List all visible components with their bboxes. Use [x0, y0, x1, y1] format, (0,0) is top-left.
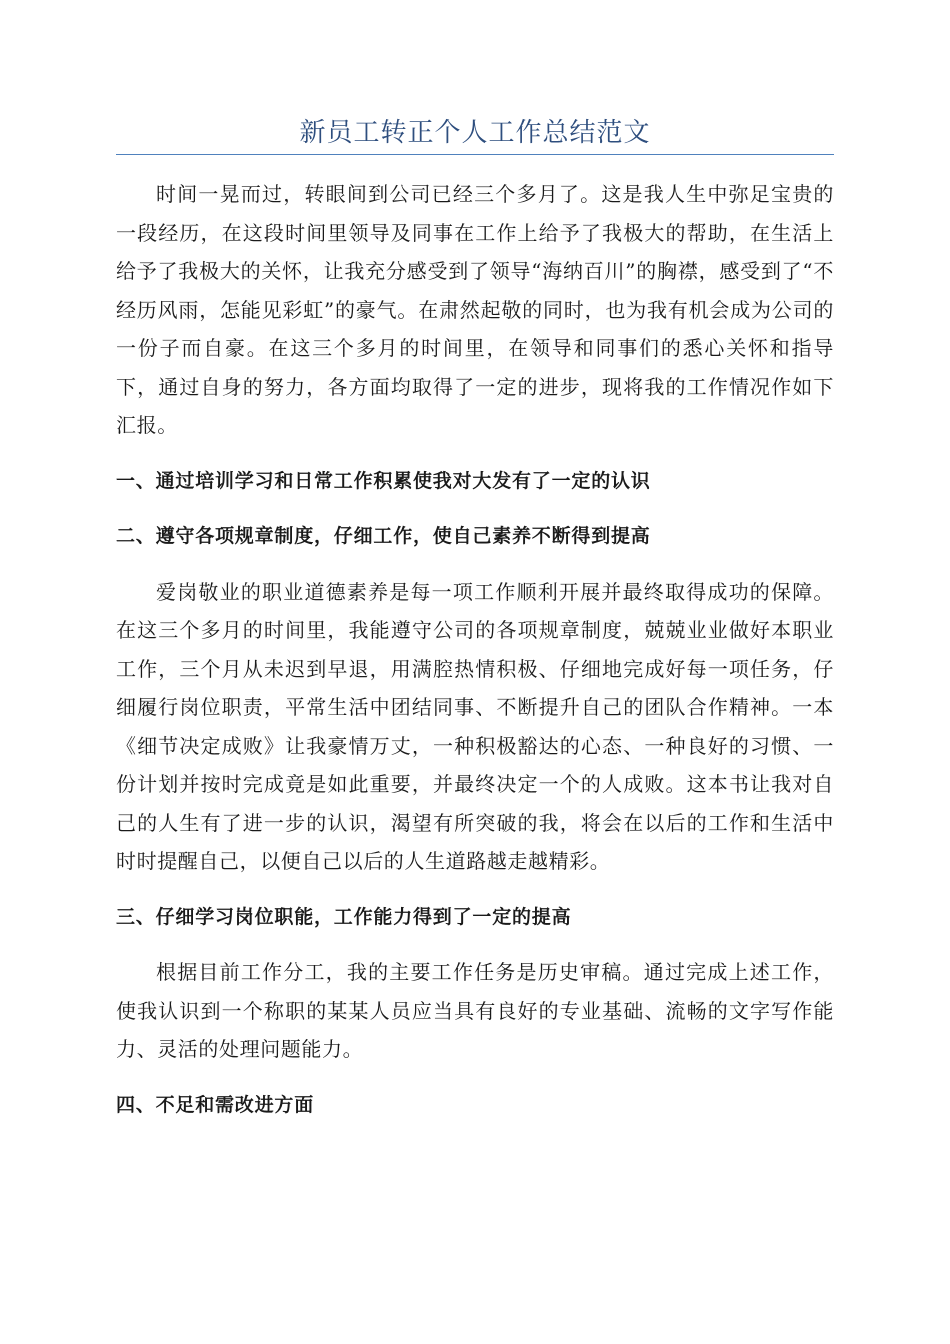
section-heading-3: 三、仔细学习岗位职能，工作能力得到了一定的提高 — [116, 905, 572, 928]
document-title: 新员工转正个人工作总结范文 — [299, 118, 651, 148]
section-heading-4: 四、不足和需改进方面 — [116, 1093, 315, 1116]
paragraph-section-3: 根据目前工作分工，我的主要工作任务是历史审稿。通过完成上述工作，使我认识到一个称职的某某人员应当具有良好的专业基础、流畅的文字写作能力、灵活的处理问题能力。 — [116, 960, 834, 1061]
title-underline — [116, 154, 834, 155]
section-heading-2: 二、遵守各项规章制度，仔细工作，使自己素养不断得到提高 — [116, 525, 651, 547]
section-heading-1: 一、通过培训学习和日常工作积累使我对大发有了一定的认识 — [116, 469, 651, 492]
paragraph-section-2: 爱岗敬业的职业道德素养是每一项工作顺利开展并最终取得成功的保障。在这三个多月的时间里，我能遵守公司的各项规章制度，兢兢业业做好本职业工作，三个月从未迟到早退，用满腔热情积极、仔细地完成好每一项任务，仔细履行岗位职责，平常生活中团结同事、不断提升自己的团队合作精神。一本《细节决定成败》让我豪情万丈，一种积极豁达的心态、一种良好的习惯、一份计划并按时完成竟是如此重要，并最终决定一个的人成败。这本书让我对自己的人生有了进一步的认识，渴望有所突破的我，将会在以后的工作和生活中时时提醒自己，以便自己以后的人生道路越走越精彩。 — [116, 579, 834, 873]
paragraph-intro: 时间一晃而过，转眼间到公司已经三个多月了。这是我人生中弥足宝贵的一段经历，在这段时间里领导及同事在工作上给予了我极大的帮助，在生活上给予了我极大的关怀，让我充分感受到了领导“海纳百川”的胸襟，感受到了“不经历风雨，怎能见彩虹”的豪气。在肃然起敬的同时，也为我有机会成为公司的一份子而自豪。在这三个多月的时间里，在领导和同事们的悉心关怀和指导下，通过自身的努力，各方面均取得了一定的进步，现将我的工作情况作如下汇报。 — [116, 182, 834, 437]
document-body — [116, 175, 834, 1141]
